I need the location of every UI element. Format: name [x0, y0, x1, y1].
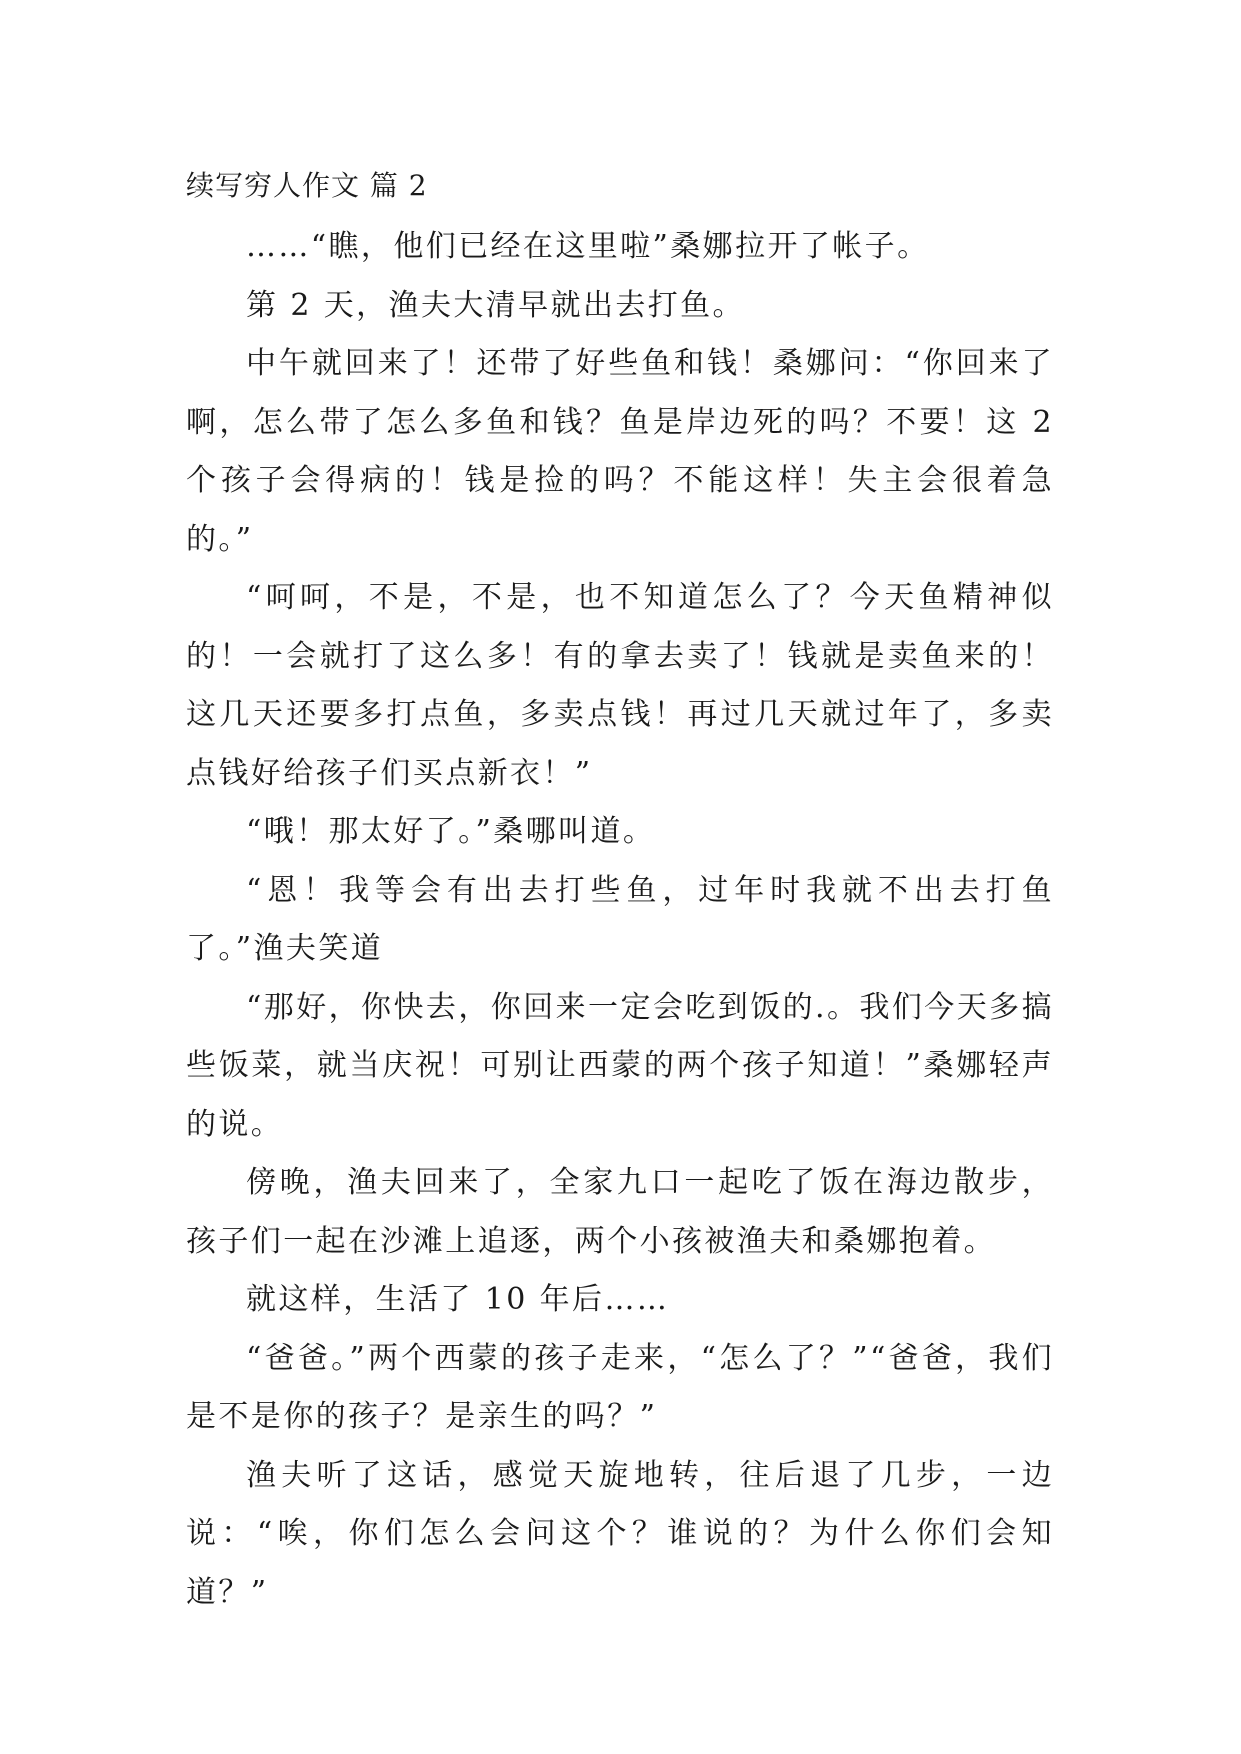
paragraph: 第 2 天，渔夫大清早就出去打鱼。: [246, 287, 745, 323]
paragraph: 中午就回来了！还带了好些鱼和钱！桑娜问：“你回来了啊，怎么带了怎么多鱼和钱？鱼是岸边死的吗？不要！这 2 个孩子会得病的！钱是捡的吗？不能这样！失主会很着急的。”: [186, 346, 1054, 557]
paragraph: ……“瞧，他们已经在这里啦”桑娜拉开了帐子。: [246, 229, 930, 264]
paragraph: “恩！我等会有出去打些鱼，过年时我就不出去打鱼了。”渔夫笑道: [186, 872, 1054, 966]
paragraph: “哦！那太好了。”桑哪叫道。: [246, 814, 656, 849]
paragraph: 傍晚，渔夫回来了，全家九口一起吃了饭在海边散步，孩子们一起在沙滩上追逐，两个小孩被渔夫和桑娜抱着。: [186, 1165, 1054, 1259]
paragraph: “爸爸。”两个西蒙的孩子走来，“怎么了？”“爸爸，我们是不是你的孩子？是亲生的吗？”: [186, 1340, 1054, 1434]
paragraph: 就这样，生活了 10 年后……: [246, 1282, 670, 1317]
paragraph: 渔夫听了这话，感觉天旋地转，往后退了几步，一边说：“唉，你们怎么会问这个？谁说的？为什么你们会知道？”: [186, 1457, 1054, 1610]
document-title: 续写穷人作文 篇 2: [186, 169, 428, 202]
paragraph: “那好，你快去，你回来一定会吃到饭的.。我们今天多搞些饭菜，就当庆祝！可别让西蒙的两个孩子知道！”桑娜轻声的说。: [186, 989, 1054, 1142]
document-body: [186, 218, 1054, 1622]
paragraph: “呵呵，不是，不是，也不知道怎么了？今天鱼精神似的！一会就打了这么多！有的拿去卖了！钱就是卖鱼来的！这几天还要多打点鱼，多卖点钱！再过几天就过年了，多卖点钱好给孩子们买点新衣！”: [186, 580, 1054, 791]
